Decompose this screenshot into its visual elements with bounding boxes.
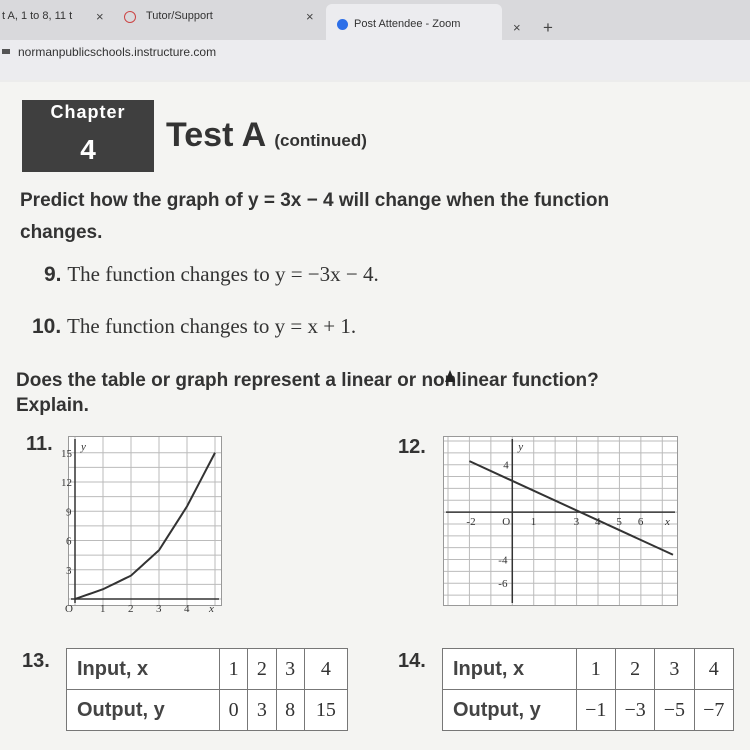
close-tab-1-icon[interactable]: ×	[96, 9, 104, 24]
x-tick-label: 2	[128, 603, 134, 615]
table-cell: 4	[694, 649, 733, 690]
y-tick-label: 15	[61, 447, 72, 460]
section1-prompt-line1: Predict how the graph of y = 3x − 4 will change when the function	[20, 190, 610, 211]
x-tick-label: 1	[530, 516, 537, 529]
table-cell: 0	[219, 690, 247, 731]
table-cell: −3	[615, 690, 654, 731]
table-cell: −5	[655, 690, 694, 731]
series-line	[469, 461, 673, 555]
table-14	[442, 648, 734, 731]
origin-label: O	[502, 516, 511, 529]
question-10	[32, 314, 356, 339]
question-text: The function changes to y = x + 1.	[67, 314, 357, 338]
new-tab-icon[interactable]: +	[543, 18, 553, 37]
table-cell: 3	[276, 649, 304, 690]
close-tab-2-icon[interactable]: ×	[306, 9, 314, 24]
x-tick-label: 3	[573, 516, 580, 529]
section2-prompt-line2: Explain.	[16, 395, 89, 416]
table-cell: 2	[248, 649, 276, 690]
y-tick-label: 3	[66, 564, 72, 577]
x-axis-label: x	[209, 603, 214, 615]
question-text: The function changes to y = −3x − 4.	[67, 262, 379, 286]
x-tick-label: 4	[184, 603, 190, 615]
table-row	[67, 649, 348, 690]
browser-tab-3[interactable]: Post Attendee - Zoom	[354, 18, 461, 30]
table-cell: 1	[576, 649, 615, 690]
table-cell: 1	[219, 649, 247, 690]
origin-label: O	[65, 603, 73, 615]
question-number: 10.	[32, 315, 62, 338]
question-9	[44, 262, 379, 287]
browser-tab-bar	[0, 0, 750, 40]
chapter-box	[22, 100, 154, 172]
table-cell: 15	[304, 690, 347, 731]
chapter-number: 4	[80, 134, 96, 165]
table-cell: 8	[276, 690, 304, 731]
lock-icon	[2, 49, 10, 54]
y-tick-label: -6	[498, 578, 508, 591]
problem-12-number: 12.	[398, 436, 426, 458]
table-row	[443, 690, 734, 731]
y-axis-label: y	[81, 441, 86, 453]
problem-13-number: 13.	[22, 650, 50, 672]
table-cell: −7	[694, 690, 733, 731]
row-label-output: Output, y	[443, 690, 577, 731]
x-tick-label: -2	[466, 516, 476, 529]
graph-11	[61, 436, 222, 615]
close-tab-3-icon[interactable]: ×	[513, 20, 521, 35]
row-label-input: Input, x	[443, 649, 577, 690]
x-axis-label: x	[665, 516, 670, 529]
y-axis-label: y	[518, 441, 524, 453]
y-tick-label: 4	[503, 459, 509, 472]
section2-prompt-line1: Does the table or graph represent a linear or nonlinear function?	[16, 370, 599, 391]
tutor-favicon-icon	[124, 11, 136, 23]
y-tick-label: -4	[498, 554, 508, 567]
row-label-input: Input, x	[67, 649, 220, 690]
table-13	[66, 648, 348, 731]
table-cell: 2	[615, 649, 654, 690]
title-text: Test A	[166, 116, 265, 154]
title-subtitle: (continued)	[274, 131, 367, 150]
y-tick-label: 12	[61, 477, 72, 489]
table-cell: 3	[248, 690, 276, 731]
table-row	[443, 649, 734, 690]
problem-14-number: 14.	[398, 650, 426, 672]
browser-tab-1[interactable]: t A, 1 to 8, 11 t	[2, 10, 73, 22]
chapter-word: Chapter	[50, 102, 126, 122]
x-tick-label: 1	[100, 603, 106, 615]
graph-12	[443, 436, 678, 606]
x-tick-label: 4	[595, 516, 601, 529]
x-tick-label: 3	[156, 603, 162, 615]
table-cell: 3	[655, 649, 694, 690]
y-tick-label: 6	[66, 535, 72, 548]
x-tick-label: 6	[637, 516, 644, 529]
zoom-favicon-icon	[337, 19, 348, 30]
address-bar[interactable]	[0, 40, 750, 80]
section1-prompt-line2: changes.	[20, 222, 103, 243]
row-label-output: Output, y	[67, 690, 220, 731]
mouse-cursor-icon	[445, 370, 455, 382]
question-number: 9.	[44, 263, 62, 286]
x-tick-label: 5	[616, 516, 622, 529]
table-cell: −1	[576, 690, 615, 731]
y-tick-label: 9	[66, 506, 72, 519]
table-row	[67, 690, 348, 731]
page-title	[166, 116, 367, 155]
problem-11-number: 11.	[26, 433, 53, 455]
table-cell: 4	[304, 649, 347, 690]
browser-tab-2[interactable]: Tutor/Support	[146, 10, 213, 22]
url-text[interactable]: normanpublicschools.instructure.com	[18, 45, 217, 59]
